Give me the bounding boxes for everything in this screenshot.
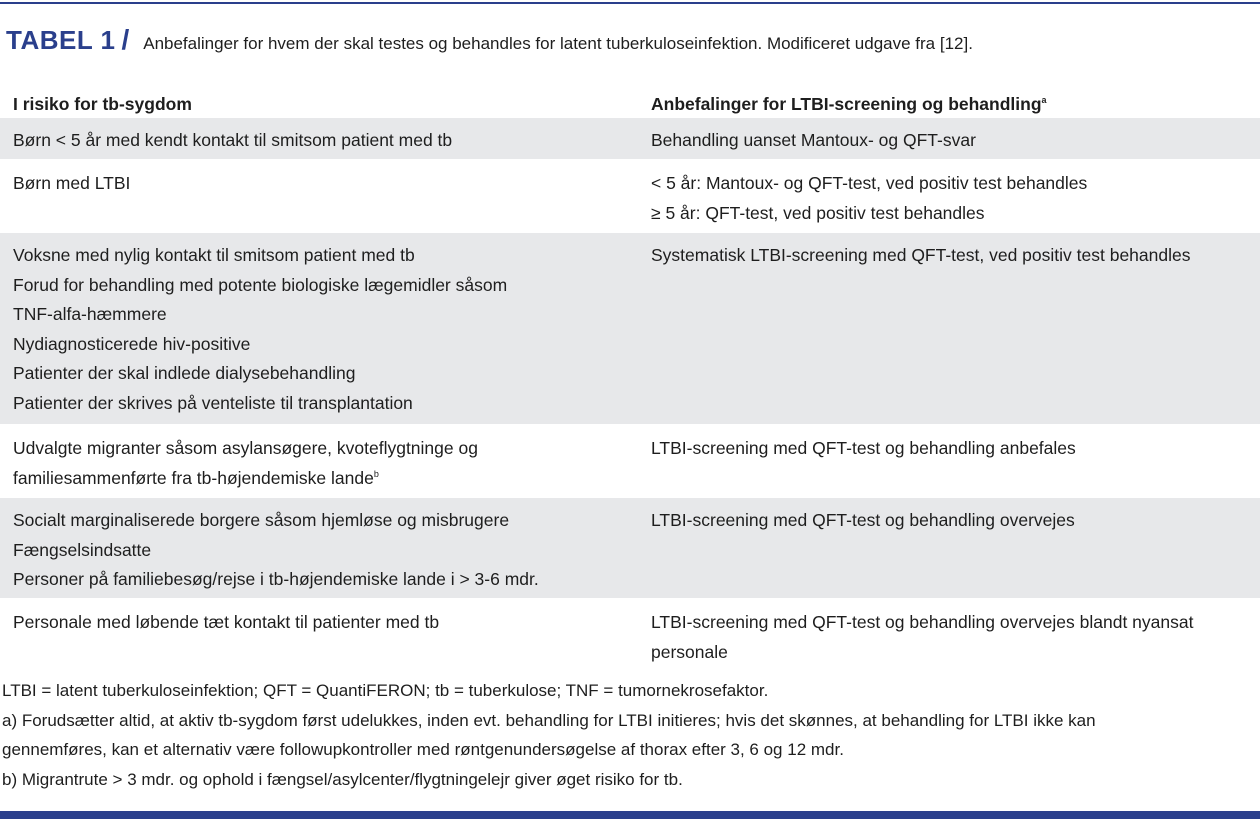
table-row: [0, 424, 1260, 496]
abbreviations-note: LTBI = latent tuberkuloseinfektion; QFT = QuantiFERON; tb = tuberkulose; TNF = tumornekrosefaktor.: [2, 681, 769, 700]
cell-line: LTBI-screening med QFT-test og behandling overvejes: [651, 510, 1075, 530]
risk-group-cell: [0, 161, 651, 231]
cell-line-with-footnote: [13, 464, 651, 494]
recommendation-cell: [651, 426, 1260, 496]
cell-line-text: familiesammenførte fra tb-højendemiske lande: [13, 467, 374, 488]
footnote-a-line1: a) Forudsætter altid, at aktiv tb-sygdom først udelukkes, inden evt. behandling for LTBI initieres; hvis det skønnes, at behandling for LTBI ikke kan: [2, 710, 1096, 730]
cell-line: Patienter der skrives på venteliste til transplantation: [13, 392, 413, 413]
recommendation-cell: [651, 600, 1260, 670]
cell-line: Personer på familiebesøg/rejse i tb-højendemiske lande i > 3-6 mdr.: [13, 569, 539, 589]
cell-line: < 5 år: Mantoux- og QFT-test, ved positiv test behandles: [651, 173, 1088, 193]
table-row: [0, 159, 1260, 231]
cell-line: Børn < 5 år med kendt kontakt til smitsom patient med tb: [13, 130, 453, 150]
footnote-a-line2: gennemføres, kan et alternativ være followupkontroller med røntgenundersøgelse af thorax efter 3, 6 og 12 mdr.: [2, 740, 844, 759]
table-row: [0, 116, 1260, 159]
header-risk-group: I risiko for tb-sygdom: [13, 94, 192, 114]
cell-line: Børn med LTBI: [13, 173, 131, 193]
table-row: [0, 496, 1260, 598]
cell-line: Nydiagnosticerede hiv-positive: [13, 333, 251, 354]
risk-group-cell: [0, 498, 651, 598]
cell-line: Forud for behandling med potente biologiske lægemidler såsom: [13, 274, 508, 295]
footnote-marker: b: [373, 468, 379, 479]
recommendation-cell: [651, 161, 1260, 231]
cell-line: ≥ 5 år: QFT-test, ved positiv test behandles: [651, 202, 985, 223]
table-row: [0, 231, 1260, 424]
cell-line: Behandling uanset Mantoux- og QFT-svar: [651, 130, 976, 150]
table-row: [0, 598, 1260, 670]
recommendation-cell: [651, 118, 1260, 159]
cell-line: TNF-alfa-hæmmere: [13, 304, 167, 324]
risk-group-cell: [0, 118, 651, 159]
cell-line: personale: [651, 641, 728, 662]
cell-line: Patienter der skal indlede dialysebehandling: [13, 363, 356, 383]
table-header-row: [0, 72, 1260, 116]
cell-line: LTBI-screening med QFT-test og behandling anbefales: [651, 438, 1076, 458]
table-title: [6, 24, 973, 60]
cell-line: Socialt marginaliserede borgere såsom hjemløse og misbrugere: [13, 510, 510, 530]
table-caption: Anbefalinger for hvem der skal testes og behandles for latent tuberkuloseinfektion. Modificeret udgave fra [12].: [143, 34, 973, 53]
cell-line: Udvalgte migranter såsom asylansøgere, kvoteflygtninge og: [13, 438, 478, 458]
cell-line: Fængselsindsatte: [13, 539, 152, 560]
footnotes: [2, 676, 1242, 794]
recommendation-cell: [651, 498, 1260, 598]
recommendations-table: [0, 72, 1260, 670]
cell-line: LTBI-screening med QFT-test og behandling overvejes blandt nyansat: [651, 612, 1194, 632]
bottom-rule: [0, 811, 1260, 819]
footnote-b: b) Migrantrute > 3 mdr. og ophold i fængsel/asylcenter/flygtningelejr giver øget risiko for tb.: [2, 769, 683, 789]
cell-line: Systematisk LTBI-screening med QFT-test, ved positiv test behandles: [651, 245, 1191, 265]
recommendation-cell: [651, 233, 1260, 424]
header-recommendation: [651, 74, 1260, 116]
top-rule: [0, 2, 1260, 4]
cell-line: Personale med løbende tæt kontakt til patienter med tb: [13, 612, 440, 632]
risk-group-cell: [0, 600, 651, 670]
title-slash: /: [121, 24, 130, 55]
header-recommendation-text: Anbefalinger for LTBI-screening og behandling: [651, 94, 1042, 114]
risk-group-cell: [0, 426, 651, 496]
risk-group-cell: [0, 233, 651, 424]
cell-line: Voksne med nylig kontakt til smitsom patient med tb: [13, 245, 415, 265]
header-footnote-marker: a: [1041, 95, 1047, 106]
table-label: TABEL 1: [6, 25, 116, 55]
